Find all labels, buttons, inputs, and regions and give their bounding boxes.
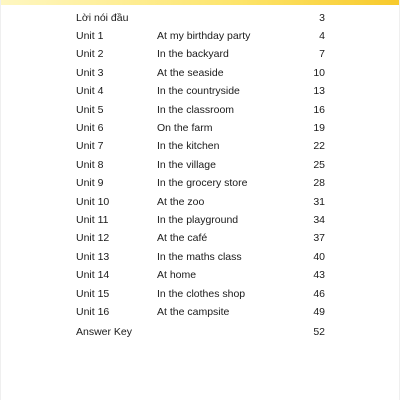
- unit-label: Unit 5: [76, 103, 104, 116]
- toc-row-unit-16[interactable]: [0, 304, 400, 320]
- toc-row-unit-12[interactable]: [0, 230, 400, 246]
- unit-page-number: 49: [313, 306, 325, 318]
- unit-page-number: 16: [313, 103, 325, 116]
- answer-key-page-number: 52: [313, 326, 325, 338]
- toc-row-answer-key[interactable]: [0, 324, 400, 340]
- top-color-strip: [0, 0, 400, 5]
- unit-page-number: 40: [313, 250, 325, 263]
- unit-label: Unit 11: [76, 214, 109, 226]
- toc-row-unit-2[interactable]: [0, 46, 400, 62]
- unit-title: In the clothes shop: [157, 287, 246, 300]
- unit-title: In the maths class: [157, 250, 242, 263]
- unit-label: Unit 9: [76, 177, 104, 190]
- unit-label: Unit 15: [76, 287, 110, 300]
- toc-row-preface[interactable]: [0, 10, 400, 26]
- toc-row-unit-4[interactable]: [0, 83, 400, 99]
- unit-title: In the kitchen: [157, 140, 220, 153]
- unit-label: Unit 1: [76, 30, 104, 42]
- unit-page-number: 22: [313, 140, 325, 153]
- unit-page-number: 7: [319, 48, 325, 61]
- toc-row-unit-13[interactable]: [0, 249, 400, 265]
- unit-label: Unit 2: [76, 48, 104, 61]
- unit-title: At the café: [157, 232, 208, 245]
- unit-page-number: 13: [313, 85, 325, 98]
- unit-title: In the playground: [157, 214, 239, 226]
- toc-row-unit-8[interactable]: [0, 157, 400, 173]
- unit-label: Unit 13: [76, 250, 110, 263]
- unit-title: At the zoo: [157, 195, 205, 208]
- unit-label: Unit 10: [76, 195, 110, 208]
- toc-row-unit-5[interactable]: [0, 102, 400, 118]
- unit-label: Unit 6: [76, 122, 104, 134]
- unit-label: Unit 12: [76, 232, 110, 245]
- unit-title: At my birthday party: [157, 30, 251, 42]
- toc-row-unit-7[interactable]: [0, 138, 400, 154]
- unit-title: In the grocery store: [157, 177, 248, 190]
- unit-title: In the backyard: [157, 48, 229, 61]
- toc-row-unit-15[interactable]: [0, 286, 400, 302]
- toc-row-unit-14[interactable]: [0, 267, 400, 283]
- unit-title: In the village: [157, 158, 216, 171]
- unit-label: Unit 16: [76, 306, 110, 318]
- unit-title: At the campsite: [157, 306, 230, 318]
- unit-label: Unit 14: [76, 269, 110, 282]
- toc-row-unit-6[interactable]: [0, 120, 400, 136]
- unit-label: Unit 4: [76, 85, 104, 98]
- toc-row-unit-9[interactable]: [0, 175, 400, 191]
- unit-title: At the seaside: [157, 66, 224, 79]
- unit-label: Unit 3: [76, 66, 104, 79]
- unit-page-number: 4: [319, 30, 325, 42]
- unit-page-number: 25: [313, 158, 325, 171]
- unit-title: On the farm: [157, 122, 213, 134]
- toc-row-unit-11[interactable]: [0, 212, 400, 228]
- unit-title: At home: [157, 269, 197, 282]
- unit-label: Unit 7: [76, 140, 104, 153]
- toc-row-unit-3[interactable]: [0, 65, 400, 81]
- preface-label: Lời nói đầu: [76, 12, 129, 24]
- unit-page-number: 31: [313, 195, 325, 208]
- unit-page-number: 46: [313, 287, 325, 300]
- unit-page-number: 28: [313, 177, 325, 190]
- preface-page-number: 3: [319, 12, 325, 24]
- unit-title: In the countryside: [157, 85, 240, 98]
- unit-page-number: 19: [313, 122, 325, 134]
- unit-page-number: 34: [313, 214, 325, 226]
- answer-key-label: Answer Key: [76, 326, 133, 338]
- unit-label: Unit 8: [76, 158, 104, 171]
- unit-title: In the classroom: [157, 103, 235, 116]
- unit-page-number: 10: [313, 66, 325, 79]
- unit-page-number: 37: [313, 232, 325, 245]
- toc-row-unit-10[interactable]: [0, 194, 400, 210]
- toc-row-unit-1[interactable]: [0, 28, 400, 44]
- unit-page-number: 43: [313, 269, 325, 282]
